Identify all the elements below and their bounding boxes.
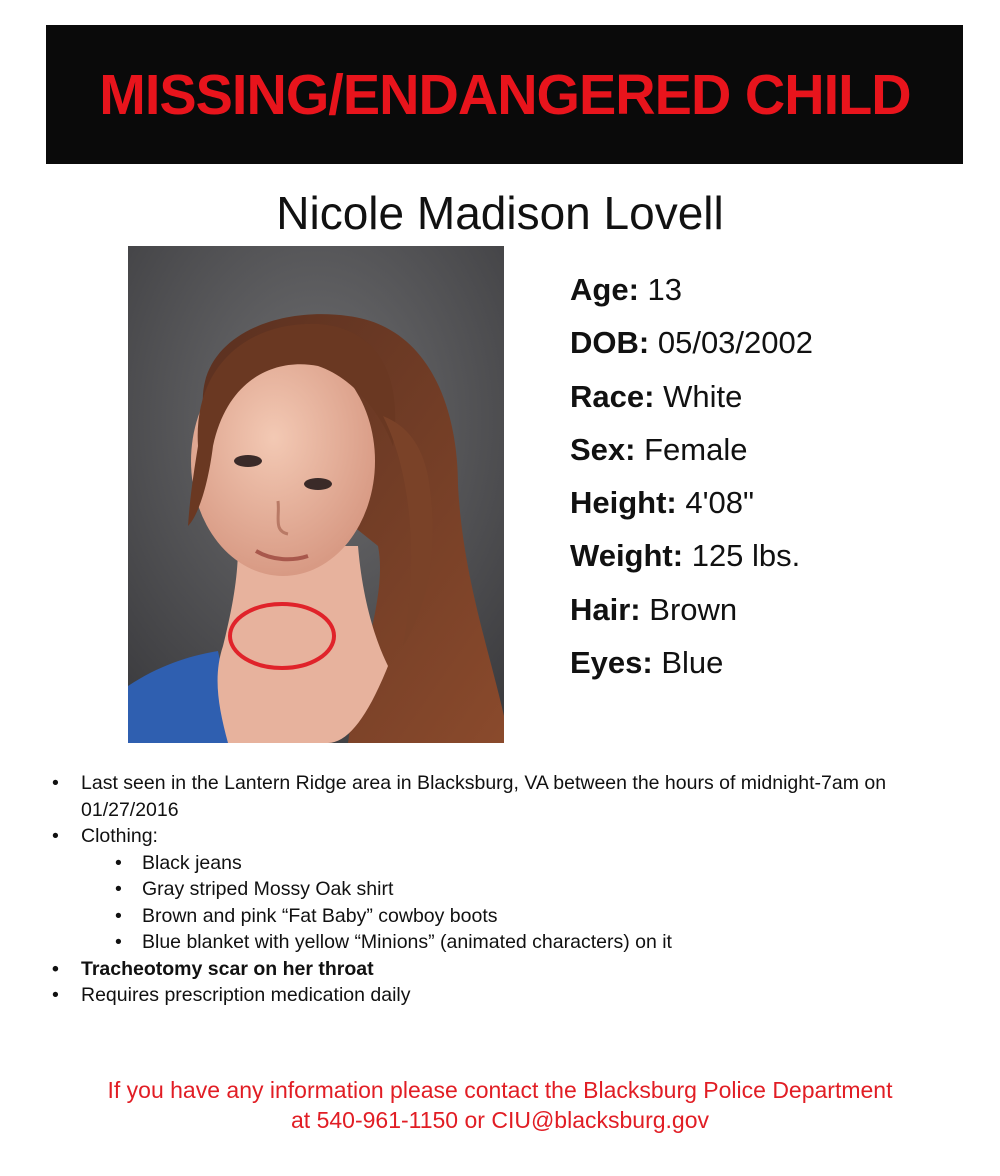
detail-hair: Hair: Brown: [570, 591, 738, 627]
clothing-item: • Blue blanket with yellow “Minions” (animated characters) on it: [81, 929, 950, 956]
clothing-list: [81, 850, 950, 956]
person-photo: [128, 246, 504, 743]
facts-list: [50, 770, 950, 1009]
clothing-item: • Gray striped Mossy Oak shirt: [81, 876, 950, 903]
clothing-item: • Black jeans: [81, 850, 950, 877]
person-name: Nicole Madison Lovell: [276, 187, 724, 239]
detail-sex: Sex: Female: [570, 431, 748, 467]
detail-eyes: Eyes: Blue: [570, 645, 724, 681]
detail-age: Age: 13: [570, 272, 682, 307]
clothing-item: • Brown and pink “Fat Baby” cowboy boots: [81, 903, 950, 930]
fact-scar: • Tracheotomy scar on her throat: [50, 956, 950, 983]
detail-dob: DOB: 05/03/2002: [570, 325, 813, 361]
fact-clothing: [50, 823, 950, 956]
contact-info: [0, 1075, 1000, 1135]
detail-race: Race: White: [570, 378, 743, 414]
clothing-label: Clothing:: [81, 825, 158, 847]
contact-line-2: at 540-961-1150 or CIU@blacksburg.gov: [291, 1107, 709, 1133]
detail-weight: Weight: 125 lbs.: [570, 538, 801, 574]
banner-title: MISSING/ENDANGERED CHILD: [98, 62, 911, 127]
detail-height: Height: 4'08": [570, 485, 755, 521]
fact-last-seen: • Last seen in the Lantern Ridge area in Blacksburg, VA between the hours of midnight-7am on 01/27/2016: [50, 770, 950, 823]
title-banner: [46, 25, 963, 164]
contact-line-1: If you have any information please contact the Blacksburg Police Department: [107, 1077, 893, 1103]
details-list: [570, 268, 813, 694]
fact-medication: • Requires prescription medication daily: [50, 982, 950, 1009]
